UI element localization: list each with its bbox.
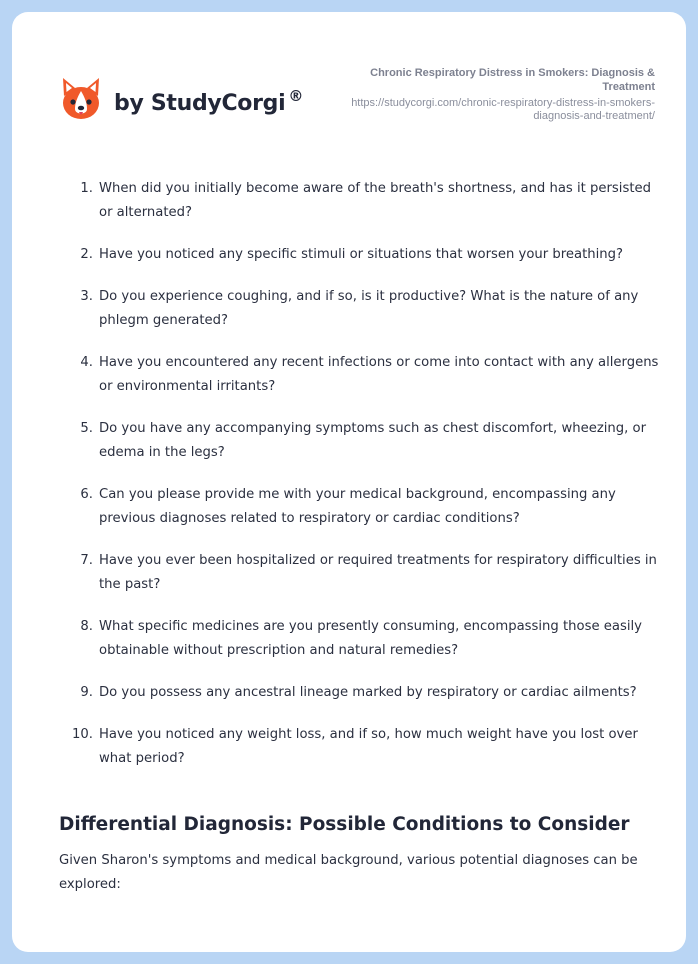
list-item [59,417,659,465]
list-item-number: 10. [72,727,93,742]
list-item-number: 7. [80,553,93,568]
studycorgi-logo[interactable] [60,76,303,122]
list-item-number: 8. [80,619,93,634]
document-page [12,12,686,952]
list-item [59,723,659,771]
list-item [59,483,659,531]
document-url[interactable]: https://studycorgi.com/chronic-respiratory-distress-in-smokers-diagnosis-and-treatment/ [351,97,655,122]
list-item-text: Have you ever been hospitalized or required treatments for respiratory difficulties in the past? [99,553,657,592]
document-title: Chronic Respiratory Distress in Smokers: Diagnosis & Treatment [370,67,655,93]
list-item [59,615,659,663]
document-meta [325,66,655,123]
list-item-text: Do you have any accompanying symptoms such as chest discomfort, wheezing, or edema in the legs? [99,421,647,460]
list-item-text: Do you experience coughing, and if so, is it productive? What is the nature of any phlegm generated? [99,289,639,328]
logo-wordmark: by StudyCorgi [114,90,286,116]
logo-text [114,86,304,116]
registered-mark: ® [288,86,304,105]
question-list [59,177,659,789]
list-item-text: Have you encountered any recent infections or come into contact with any allergens or environmental irritants? [99,355,659,394]
list-item [59,177,659,225]
list-item-number: 3. [80,289,93,304]
list-item-text: Can you please provide me with your medical background, encompassing any previous diagnoses related to respiratory or cardiac conditions? [99,487,616,526]
list-item-text: Do you possess any ancestral lineage marked by respiratory or cardiac ailments? [99,685,637,700]
list-item [59,681,659,705]
list-item [59,243,659,267]
list-item-text: What specific medicines are you presently consuming, encompassing those easily obtainable without prescription and natural remedies? [99,619,642,658]
list-item-number: 9. [80,685,93,700]
list-item-text: When did you initially become aware of the breath's shortness, and has it persisted or alternated? [99,181,651,220]
list-item-number: 2. [80,247,93,262]
list-item [59,351,659,399]
list-item-number: 5. [80,421,93,436]
list-item-number: 4. [80,355,93,370]
corgi-icon [60,76,102,122]
section-heading: Differential Diagnosis: Possible Conditions to Consider [59,814,630,835]
section-intro-paragraph: Given Sharon's symptoms and medical background, various potential diagnoses can be explored: [59,853,638,892]
list-item-text: Have you noticed any weight loss, and if so, how much weight have you lost over what period? [99,727,638,766]
list-item-number: 1. [80,181,93,196]
list-item-number: 6. [80,487,93,502]
list-item-text: Have you noticed any specific stimuli or situations that worsen your breathing? [99,247,623,262]
list-item [59,285,659,333]
list-item [59,549,659,597]
